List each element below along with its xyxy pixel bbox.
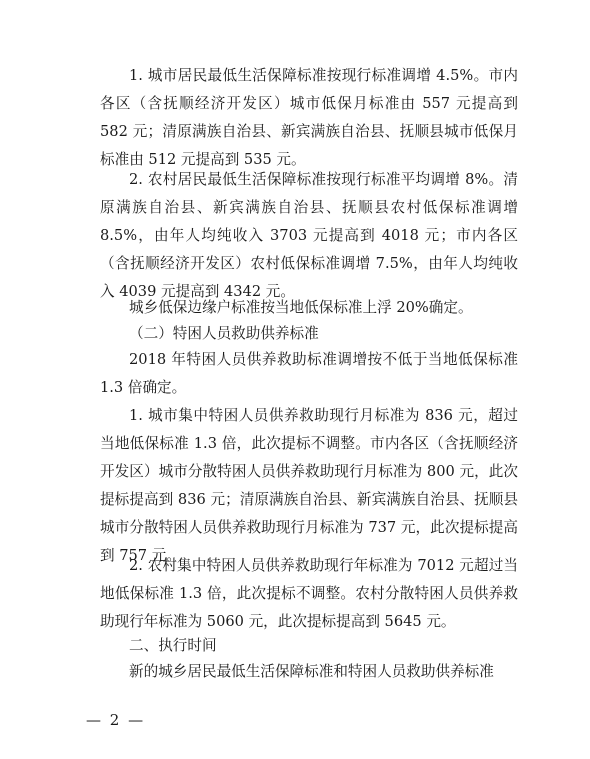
- paragraph-urban-special-hardship-standard: 1. 城市集中特困人员供养救助现行月标准为 836 元，超过当地低保标准 1.3 倍，此次提标不调整。市内各区（含抚顺经济开发区）城市分散特困人员供养救助现行月标准为 800 元，此次提标提高到 836 元；清原满族自治县、新宾满族自治县、抚顺县城市分散特困人员供养救助现行月标准为 737 元，此次提标提高到 757 元。: [100, 407, 518, 564]
- paragraph-effective-time-text: 新的城乡居民最低生活保障标准和特困人员救助供养标准: [129, 663, 494, 680]
- page-number: — 2 —: [86, 711, 146, 729]
- paragraph-rural-minimum-living-standard: 2. 农村居民最低生活保障标准按现行标准平均调增 8%。清原满族自治县、新宾满族自治县、抚顺县农村低保标准调增 8.5%，由年人均纯收入 3703 元提高到 4018 元；市内各区（含抚顺经济开发区）农村低保标准调增 7.5%，由年人均纯收入 4039 元提高到 4342 元。: [100, 171, 518, 300]
- paragraph-urban-minimum-living-standard: 1. 城市居民最低生活保障标准按现行标准调增 4.5%。市内各区（含抚顺经济开发区）城市低保月标准由 557 元提高到 582 元；清原满族自治县、新宾满族自治县、抚顺县城市低保月标准由 512 元提高到 535 元。: [100, 67, 518, 168]
- paragraph-marginal-household-standard: 城乡低保边缘户标准按当地低保标准上浮 20%确定。: [129, 299, 473, 316]
- paragraph-2018-adjustment-rule: 2018 年特困人员供养救助标准调增按不低于当地低保标准 1.3 倍确定。: [100, 351, 518, 396]
- paragraph-rural-special-hardship-standard: 2. 农村集中特困人员供养救助现行年标准为 7012 元超过当地低保标准 1.3 倍，此次提标不调整。农村分散特困人员供养救助现行年标准为 5060 元，此次提标提高到 5645 元。: [100, 557, 518, 630]
- section-heading-special-hardship-support: （二）特困人员救助供养标准: [129, 325, 319, 342]
- section-heading-effective-time: 二、执行时间: [129, 637, 217, 654]
